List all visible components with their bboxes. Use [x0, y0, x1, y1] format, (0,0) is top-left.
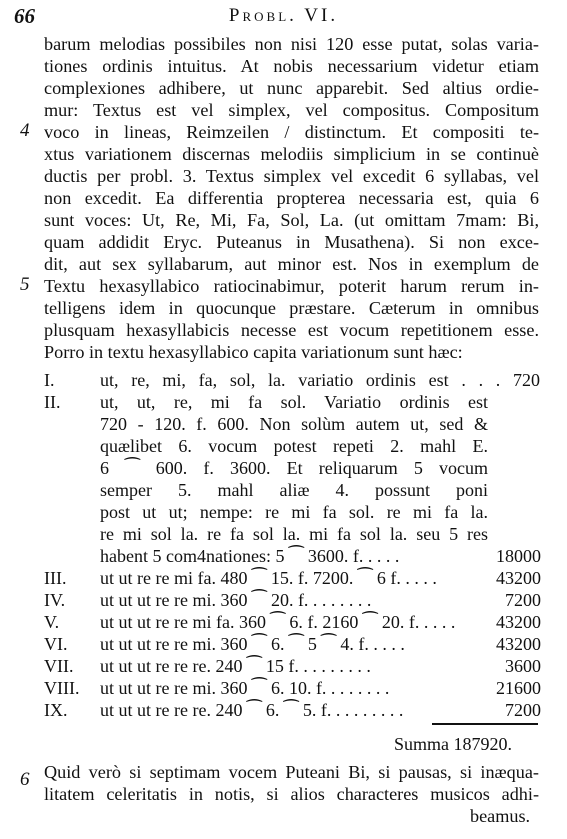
row-total: 3600: [505, 656, 541, 676]
row-text: ut ut ut re re mi. 360 ⁀ 20. f. . . . . . . .: [100, 590, 372, 610]
closing-line: litatem celeritatis in notis, si alios characteres musicos adhi-: [44, 784, 539, 804]
row-text: ut, re, mi, fa, sol, la. variatio ordinis est . . . 720: [100, 370, 540, 390]
row-total: 18000: [496, 546, 541, 566]
row-text: ut ut ut re re mi. 360 ⁀ 6. ⁀ 5 ⁀ 4. f. . . . .: [100, 634, 405, 654]
row-total: 7200: [505, 700, 541, 720]
row-text: ut ut re re mi fa. 480 ⁀ 15. f. 7200. ⁀ 6 f. . . . .: [100, 568, 437, 588]
row-text: ut ut ut re re re. 240 ⁀ 15 f. . . . . . . . .: [100, 656, 371, 676]
body-line: dit, aut sex syllabarum, aut minor est. Nos in exemplum de: [44, 254, 539, 274]
body-line: telligens idem in quocunque præstare. Cæterum in omnibus: [44, 298, 539, 318]
row-text: ut ut ut re re mi fa. 360 ⁀ 6. f. 2160 ⁀ 20. f. . . . .: [100, 612, 456, 632]
row-text: quælibet 6. vocum potest repeti 2. mahl E.: [100, 436, 488, 456]
row-total: 43200: [496, 568, 541, 588]
row-text: habent 5 com4nationes: 5 ⁀ 3600. f. . . . .: [100, 546, 400, 566]
row-text: ut ut ut re re re. 240 ⁀ 6. ⁀ 5. f. . . . . . . . .: [100, 700, 404, 720]
row-number: III.: [44, 568, 67, 588]
row-text: 6 ⁀ 600. f. 3600. Et reliquarum 5 vocum: [100, 458, 488, 478]
body-line: Porro in textu hexasyllabico capita variationum sunt hæc:: [44, 342, 463, 362]
summa-total: Summa 187920.: [394, 734, 513, 754]
body-line: plusquam hexasyllabicis necesse est vocum repetitionem esse.: [44, 320, 539, 340]
sum-rule: [432, 723, 538, 725]
body-line: quam addidit Eryc. Puteanus in Musathena). Si non exce-: [44, 232, 539, 252]
body-line: barum melodias possibiles non nisi 120 esse putat, solas varia-: [44, 34, 539, 54]
running-title: Probl. VI.: [228, 5, 339, 26]
body-line: complexiones adhibere, ut nunc apparebit. Sed altius ordie-: [44, 78, 539, 98]
row-number: IV.: [44, 590, 66, 610]
row-text: post ut ut; nempe: re mi fa sol. re mi fa la.: [100, 502, 488, 522]
row-number: VI.: [44, 634, 68, 654]
row-text: ut, ut, re, mi fa sol. Variatio ordinis est: [100, 392, 488, 412]
page-header: [0, 4, 567, 32]
body-line: ductis per probl. 3. Textus simplex vel excedit 6 syllabas, vel: [44, 166, 539, 186]
closing-line: Quid verò si septimam vocem Puteani Bi, si pausas, si inæqua-: [44, 762, 539, 782]
closing-line: beamus.: [470, 806, 531, 826]
row-number: VII.: [44, 656, 74, 676]
margin-number-4: 4: [20, 120, 30, 141]
row-number: VIII.: [44, 678, 80, 698]
row-number: V.: [44, 612, 60, 632]
row-text: re mi sol la. re fa sol la. mi fa sol la. seu 5 res: [100, 524, 488, 544]
row-total: 43200: [496, 612, 541, 632]
row-total: 21600: [496, 678, 541, 698]
row-number: II.: [44, 392, 61, 412]
body-line: mur: Textus est vel simplex, vel compositus. Compositum: [44, 100, 539, 120]
body-line: voco in lineas, Reimzeilen / distinctum. Et compositi te-: [44, 122, 539, 142]
row-total: 43200: [496, 634, 541, 654]
body-line: Textu hexasyllabico ratiocinabimur, poterit harum rerum in-: [44, 276, 539, 296]
row-total: 7200: [505, 590, 541, 610]
body-line: non excedit. Ea differentia propterea necessaria est, quia 6: [44, 188, 539, 208]
row-text: 720 - 120. f. 600. Non solùm autem ut, sed &: [100, 414, 488, 434]
row-text: semper 5. mahl aliæ 4. possunt poni: [100, 480, 488, 500]
row-number: I.: [44, 370, 55, 390]
page-number: 66: [14, 4, 35, 28]
row-text: ut ut ut re re mi. 360 ⁀ 6. 10. f. . . . . . . .: [100, 678, 390, 698]
body-line: tiones ordinis intuitus. At nobis necessarium videtur etiam: [44, 56, 539, 76]
margin-number-5: 5: [20, 274, 30, 295]
row-number: IX.: [44, 700, 68, 720]
body-line: xtus variationem discernas melodiis simplicium in se continuè: [44, 144, 539, 164]
body-line: sunt voces: Ut, Re, Mi, Fa, Sol, La. (ut omittam 7mam: Bi,: [44, 210, 539, 230]
margin-number-6: 6: [20, 769, 30, 790]
